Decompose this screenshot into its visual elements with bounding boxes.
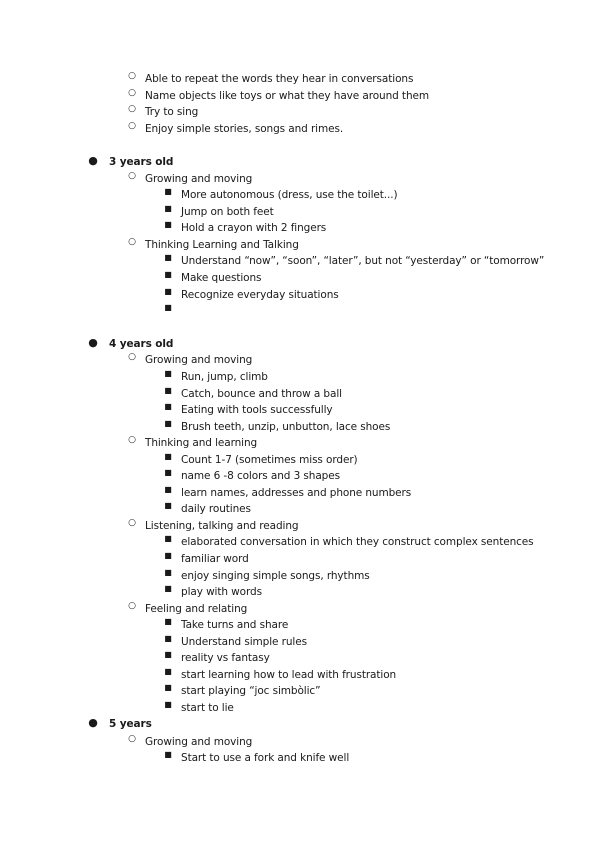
list-item: Make questions: [181, 272, 262, 284]
square-bullet-icon: ■: [164, 468, 172, 477]
list-item: elaborated conversation in which they construct complex sentences: [181, 536, 534, 548]
square-bullet-icon: ■: [164, 584, 172, 593]
list-item: learn names, addresses and phone numbers: [181, 487, 412, 499]
square-bullet-icon: ■: [164, 650, 172, 659]
square-bullet-icon: ■: [164, 683, 172, 692]
circle-bullet-icon: ○: [128, 352, 136, 362]
list-item: play with words: [181, 586, 262, 598]
circle-bullet-icon: ○: [128, 518, 136, 528]
list-item: familiar word: [181, 553, 249, 565]
list-item: Catch, bounce and throw a ball: [181, 388, 342, 400]
subsection-label: Listening, talking and reading: [145, 520, 299, 532]
list-item: daily routines: [181, 503, 251, 515]
circle-bullet-icon: ○: [128, 88, 136, 98]
list-item: Name objects like toys or what they have around them: [145, 90, 429, 102]
subsection-label: Feeling and relating: [145, 603, 248, 615]
square-bullet-icon: ■: [164, 452, 172, 461]
section-heading-5-years: 5 years: [109, 718, 152, 730]
disc-bullet-icon: ●: [88, 336, 98, 349]
square-bullet-icon: ■: [164, 551, 172, 560]
section-heading-4-years: 4 years old: [109, 338, 174, 350]
list-item: Take turns and share: [181, 619, 289, 631]
list-item: Run, jump, climb: [181, 371, 268, 383]
list-item: Count 1-7 (sometimes miss order): [181, 454, 358, 466]
list-item: Start to use a fork and knife well: [181, 752, 350, 764]
list-item: start playing “joc simbòlic”: [181, 685, 321, 697]
circle-bullet-icon: ○: [128, 734, 136, 744]
list-item: Understand “now”, “soon”, “later”, but not “yesterday” or “tomorrow”: [181, 255, 545, 267]
square-bullet-icon: ■: [164, 568, 172, 577]
square-bullet-icon: ■: [164, 187, 172, 196]
square-bullet-icon: ■: [164, 303, 172, 312]
list-item: Try to sing: [145, 106, 199, 118]
list-item: Eating with tools successfully: [181, 404, 333, 416]
list-item: enjoy singing simple songs, rhythms: [181, 570, 370, 582]
circle-bullet-icon: ○: [128, 601, 136, 611]
square-bullet-icon: ■: [164, 634, 172, 643]
section-heading-3-years: 3 years old: [109, 156, 174, 168]
subsection-label: Growing and moving: [145, 736, 253, 748]
square-bullet-icon: ■: [164, 270, 172, 279]
square-bullet-icon: ■: [164, 750, 172, 759]
list-item: Brush teeth, unzip, unbutton, lace shoes: [181, 421, 391, 433]
square-bullet-icon: ■: [164, 501, 172, 510]
list-item: start learning how to lead with frustration: [181, 669, 397, 681]
square-bullet-icon: ■: [164, 617, 172, 626]
list-item: Enjoy simple stories, songs and rimes.: [145, 123, 344, 135]
square-bullet-icon: ■: [164, 386, 172, 395]
circle-bullet-icon: ○: [128, 71, 136, 81]
square-bullet-icon: ■: [164, 369, 172, 378]
square-bullet-icon: ■: [164, 667, 172, 676]
subsection-label: Thinking Learning and Talking: [145, 239, 299, 251]
list-item: More autonomous (dress, use the toilet...): [181, 189, 398, 201]
list-item: name 6 -8 colors and 3 shapes: [181, 470, 340, 482]
circle-bullet-icon: ○: [128, 121, 136, 131]
list-item: Able to repeat the words they hear in conversations: [145, 73, 414, 85]
circle-bullet-icon: ○: [128, 104, 136, 114]
list-item: reality vs fantasy: [181, 652, 270, 664]
square-bullet-icon: ■: [164, 287, 172, 296]
circle-bullet-icon: ○: [128, 435, 136, 445]
square-bullet-icon: ■: [164, 700, 172, 709]
subsection-label: Growing and moving: [145, 354, 253, 366]
disc-bullet-icon: ●: [88, 716, 98, 729]
square-bullet-icon: ■: [164, 485, 172, 494]
square-bullet-icon: ■: [164, 419, 172, 428]
square-bullet-icon: ■: [164, 220, 172, 229]
list-item: Hold a crayon with 2 fingers: [181, 222, 327, 234]
square-bullet-icon: ■: [164, 253, 172, 262]
list-item: Understand simple rules: [181, 636, 307, 648]
subsection-label: Growing and moving: [145, 173, 253, 185]
square-bullet-icon: ■: [164, 534, 172, 543]
list-item: start to lie: [181, 702, 234, 714]
list-item: Jump on both feet: [181, 206, 274, 218]
circle-bullet-icon: ○: [128, 237, 136, 247]
circle-bullet-icon: ○: [128, 171, 136, 181]
list-item: Recognize everyday situations: [181, 289, 339, 301]
subsection-label: Thinking and learning: [145, 437, 258, 449]
disc-bullet-icon: ●: [88, 154, 98, 167]
square-bullet-icon: ■: [164, 402, 172, 411]
square-bullet-icon: ■: [164, 204, 172, 213]
